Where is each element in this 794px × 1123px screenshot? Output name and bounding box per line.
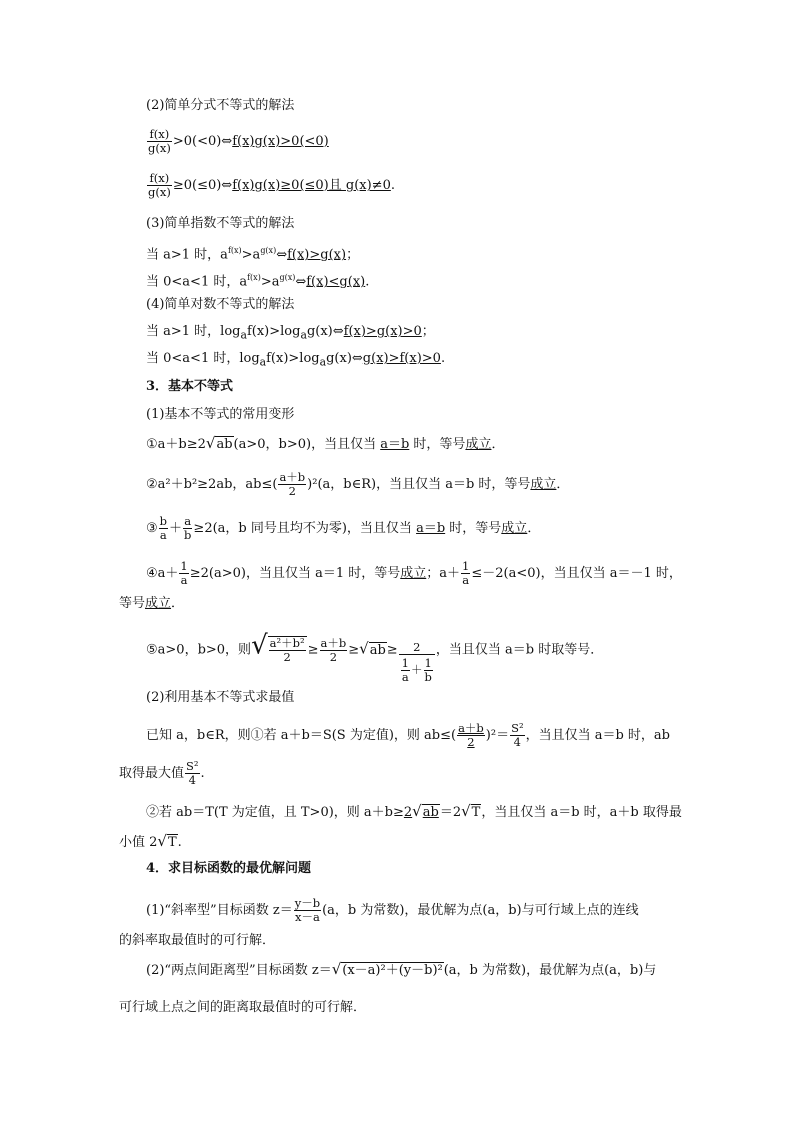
fraction: $\frac{f(x)}{g(x)}$ (148, 171, 171, 199)
fraction: $\frac{1}{a}$ (462, 559, 470, 587)
fraction: $\frac{a}{b}$ (184, 514, 192, 542)
section-heading: (2)简单分式不等式的解法 (146, 98, 295, 113)
section-heading: (3)简单指数不等式的解法 (146, 216, 295, 231)
fraction: $\frac{a+b}{2}$ (320, 635, 347, 664)
formula-line: ②a²＋b²≥2ab，ab≤( $\frac{a+b}{2}$ )²(a，b∈R)，当且仅当 a＝b 时，等号成立． (146, 470, 570, 498)
fraction: $\frac{a+b}{2}$ (458, 721, 484, 749)
fraction: $\frac{\text{S²}}{4}$ (186, 759, 199, 787)
fraction: $\frac{1}{a}$ (180, 559, 188, 587)
formula-line: 当 0<a<1 时，$a^{f(x)}>a^{g(x)}\Leftrightarrow f(x)<g(x)$. (146, 273, 370, 290)
formula-line: ③ $\frac{b}{a}$ ＋ $\frac{a}{b}$ ≥2(a，b 同号且均不为零)，当且仅当 a＝b 时，等号成立． (146, 514, 541, 542)
fraction: $\frac{\text{a²＋b²}}{2}$ (269, 636, 305, 664)
formula-line: 小值 2√T. (119, 832, 182, 850)
formula-line: ②若 ab＝T(T 为定值，且 T>0)，则 a＋b≥2√ab＝2√T，当且仅当 a＝b 时，a＋b 取得最 (146, 802, 682, 820)
fraction: $\frac{b}{a}$ (159, 514, 168, 542)
fraction: $\frac{a+b}{2}$ (279, 470, 306, 498)
formula-line: 当 a>1 时，$\log_af(x)>\log_ag(x)\Leftrightarrow f(x)>g(x)>0$； (146, 324, 435, 342)
formula-line: (1)“斜率型”目标函数 z＝ $\frac{y-b}{x-a}$ (a，b 为常数)，最优解为点(a，b)与可行域上点的连线 (146, 896, 639, 924)
formula-line: 可行域上点之间的距离取最值时的可行解． (119, 1000, 367, 1015)
formula-line: 已知 a，b∈R，则①若 a＋b＝S(S 为定值)，则 ab≤( $\frac{a+b}{2}$ )²＝ $\frac{\text{S²}}{4}$ ，当且仅当 a＝b 时，ab (146, 721, 671, 749)
formula-line: ⑤a>0，b>0，则√ $\frac{\text{a²＋b²}}{2}$ ≥ $\frac{a+b}{2}$ ≥√ab≥ 2 $\frac{1}{a}$ ＋ $\frac{1}{b}$ ，当且仅当 a＝b 时取等号． (146, 630, 604, 684)
fraction: $\frac{1}{a}$ (401, 656, 409, 684)
fraction: $\frac{1}{b}$ (424, 656, 432, 684)
fraction: $\frac{f(x)}{g(x)}$ (148, 127, 171, 155)
formula-line: 的斜率取最值时的可行解． (119, 933, 276, 948)
formula-line: 取得最大值 $\frac{\text{S²}}{4}$ . (119, 759, 205, 787)
formula-line: 当 0<a<1 时，$\log_af(x)>\log_ag(x)\Leftrightarrow g(x)>f(x)>0$. (146, 351, 446, 369)
formula-line: 当 a>1 时，$a^{f(x)}>a^{g(x)}\Leftrightarrow f(x)>g(x)$； (146, 246, 360, 263)
fraction: $\frac{y-b}{x-a}$ (294, 896, 321, 924)
formula-line: ①a＋b≥2√ab(a>0，b>0)，当且仅当 a＝b 时，等号成立． (146, 434, 505, 452)
formula-line: 等号成立． (119, 596, 185, 611)
formula-line: $\frac{f(x)}{g(x)}$ ≥0(≤0)⇔f(x)g(x)≥0(≤0)且 g(x)≠0. (148, 171, 395, 199)
fraction: $\frac{\text{S²}}{4}$ (511, 721, 524, 749)
subsection-heading: (1)基本不等式的常用变形 (146, 407, 295, 422)
section-heading: 4．求目标函数的最优解问题 (146, 861, 312, 876)
fraction: 2 $\frac{1}{a}$ ＋ $\frac{1}{b}$ (399, 641, 435, 684)
section-heading: 3．基本不等式 (146, 379, 234, 394)
subsection-heading: (2)利用基本不等式求最值 (146, 690, 295, 705)
section-heading: (4)简单对数不等式的解法 (146, 297, 295, 312)
formula-line: $\frac{f(x)}{g(x)}$ >0(<0)⇔f(x)g(x)>0(<0) (148, 127, 329, 155)
formula-line: (2)“两点间距离型”目标函数 z＝√(x－a)²＋(y－b)²(a，b 为常数)，最优解为点(a，b)与 (146, 960, 657, 978)
formula-line: ④a＋ $\frac{1}{a}$ ≥2(a>0)，当且仅当 a＝1 时，等号成立；a＋ $\frac{1}{a}$ ≤－2(a<0)，当且仅当 a＝－1 时， (146, 559, 682, 587)
